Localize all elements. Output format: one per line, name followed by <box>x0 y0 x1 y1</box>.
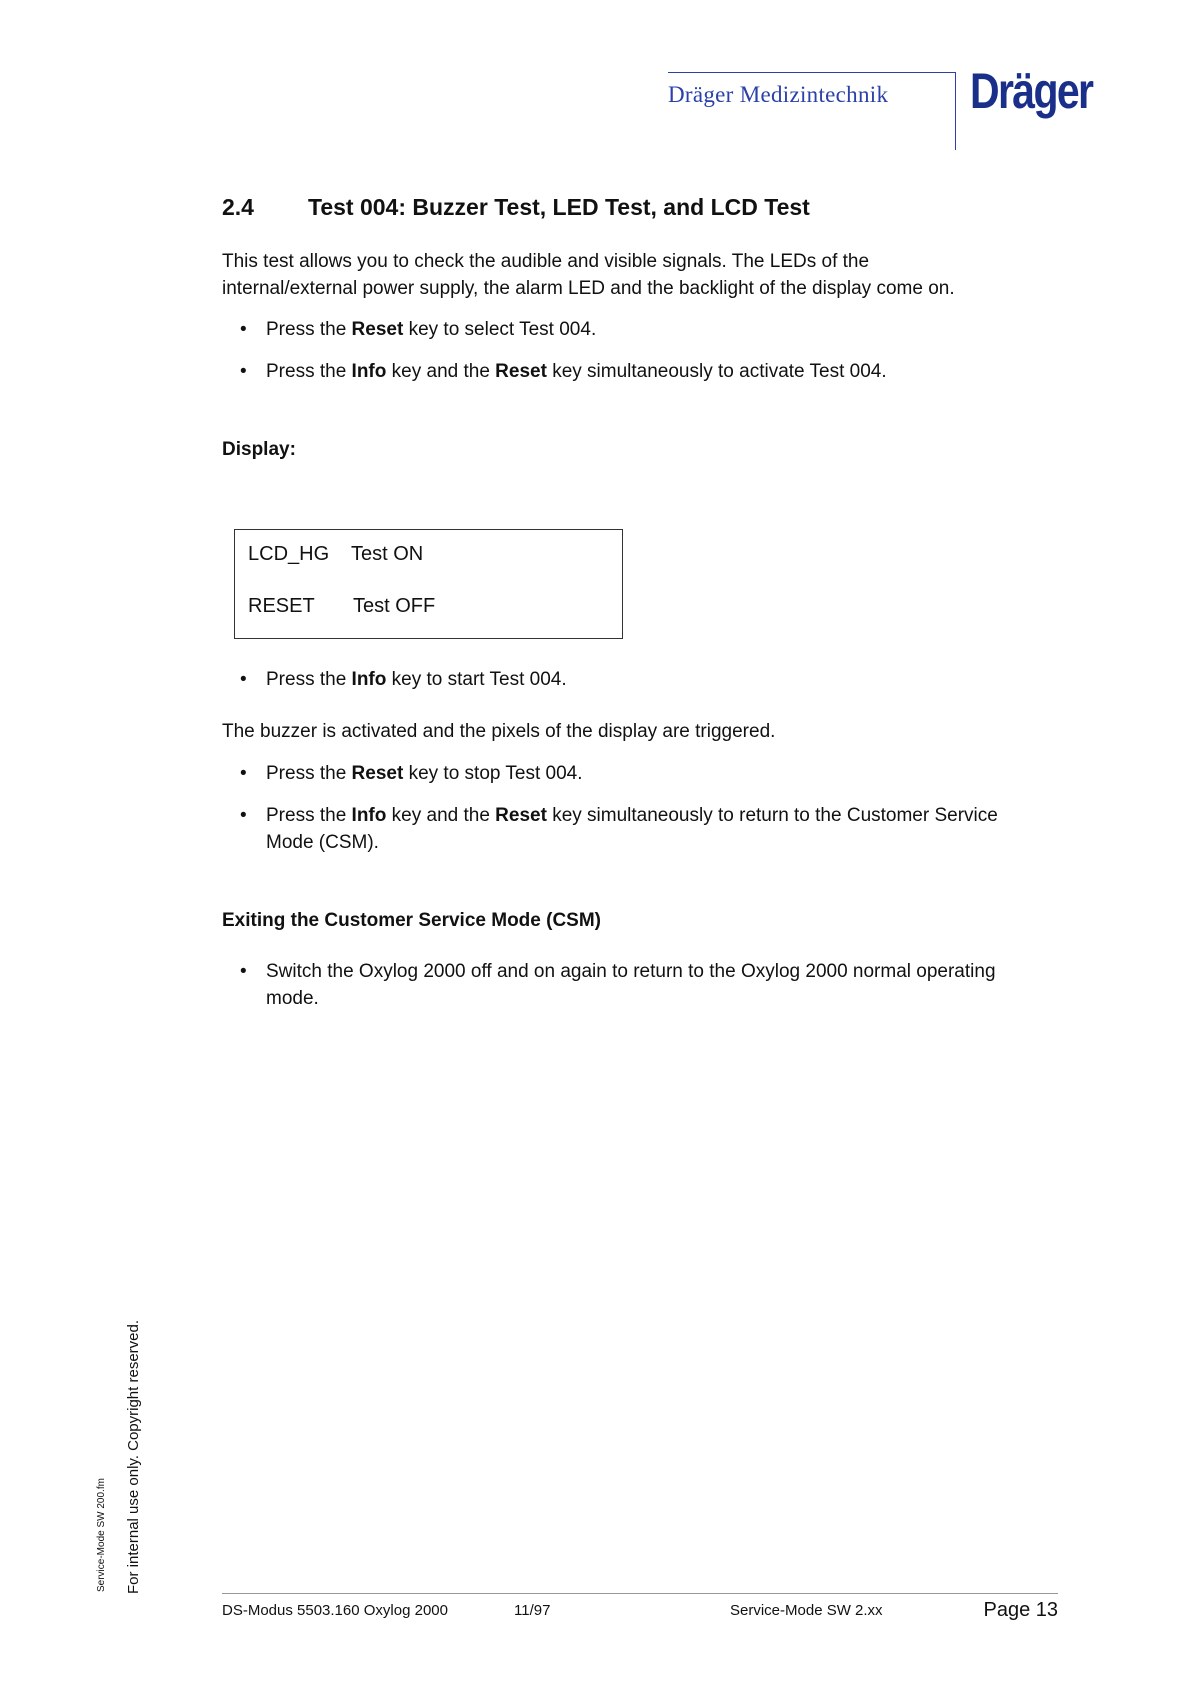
footer-doc: DS-Modus 5503.160 Oxylog 2000 <box>222 1602 448 1619</box>
bullet-icon: • <box>240 669 247 690</box>
text-run: key and the <box>386 805 496 826</box>
list-item <box>240 802 998 856</box>
list-item <box>240 666 567 693</box>
text-run: key to stop Test 004. <box>403 763 583 784</box>
section-number: 2.4 <box>222 194 254 220</box>
text-run: key to select Test 004. <box>403 319 597 340</box>
text-run: Switch the Oxylog 2000 off and on again to return to the Oxylog 2000 normal operating <box>266 961 996 982</box>
text-run: Press the <box>266 763 352 784</box>
display-line <box>248 543 423 566</box>
bullet-icon: • <box>240 805 247 826</box>
exit-heading: Exiting the Customer Service Mode (CSM) <box>222 910 602 931</box>
header-rule <box>668 72 955 73</box>
display-heading: Display: <box>222 439 296 460</box>
key-name: Reset <box>495 361 547 382</box>
text-run: key simultaneously to return to the Customer Service <box>546 805 998 826</box>
key-name: Reset <box>495 805 547 826</box>
text-run: mode. <box>266 988 319 1009</box>
intro-line: internal/external power supply, the alarm LED and the backlight of the display come on. <box>222 278 955 299</box>
bullet-icon: • <box>240 361 247 382</box>
text-run: Press the <box>266 805 352 826</box>
text-run: Press the <box>266 319 352 340</box>
key-name: Reset <box>351 319 404 340</box>
key-name: Info <box>351 669 387 690</box>
text-run: key and the <box>386 361 496 382</box>
header-divider <box>955 72 956 150</box>
drager-logo: Dräger <box>970 63 1093 119</box>
display-key: LCD_HG <box>248 543 330 565</box>
display-value: Test ON <box>351 543 424 565</box>
text-run: key simultaneously to activate Test 004. <box>546 361 887 382</box>
text-run: Mode (CSM). <box>266 832 379 853</box>
intro-paragraph <box>222 248 955 302</box>
display-line <box>248 595 435 618</box>
side-file-name: Service-Mode SW 200.fm <box>96 1478 107 1592</box>
list-item <box>240 358 887 385</box>
text-run: key to start Test 004. <box>386 669 567 690</box>
side-copyright: For internal use only. Copyright reserved. <box>125 1319 142 1594</box>
text-run: Press the <box>266 361 352 382</box>
key-name: Info <box>351 361 387 382</box>
section-heading <box>222 194 810 221</box>
buzzer-paragraph: The buzzer is activated and the pixels of the display are triggered. <box>222 721 776 742</box>
bullet-icon: • <box>240 763 247 784</box>
list-item <box>240 760 583 787</box>
list-item <box>240 316 596 343</box>
text-run: Press the <box>266 669 352 690</box>
intro-line: This test allows you to check the audible and visible signals. The LEDs of the <box>222 251 870 272</box>
footer-date: 11/97 <box>514 1602 551 1619</box>
key-name: Info <box>351 805 387 826</box>
section-title: Test 004: Buzzer Test, LED Test, and LCD Test <box>308 194 810 220</box>
list-item <box>240 958 996 1012</box>
page-number: Page 13 <box>983 1599 1058 1621</box>
key-name: Reset <box>351 763 404 784</box>
lcd-display-box <box>234 529 623 639</box>
footer-rule <box>222 1593 1058 1594</box>
display-value: Test OFF <box>353 595 436 617</box>
header-brand-text: Dräger Medizintechnik <box>668 82 889 107</box>
bullet-icon: • <box>240 319 247 340</box>
display-key: RESET <box>248 595 315 617</box>
footer-service: Service-Mode SW 2.xx <box>730 1602 883 1619</box>
bullet-icon: • <box>240 961 247 982</box>
